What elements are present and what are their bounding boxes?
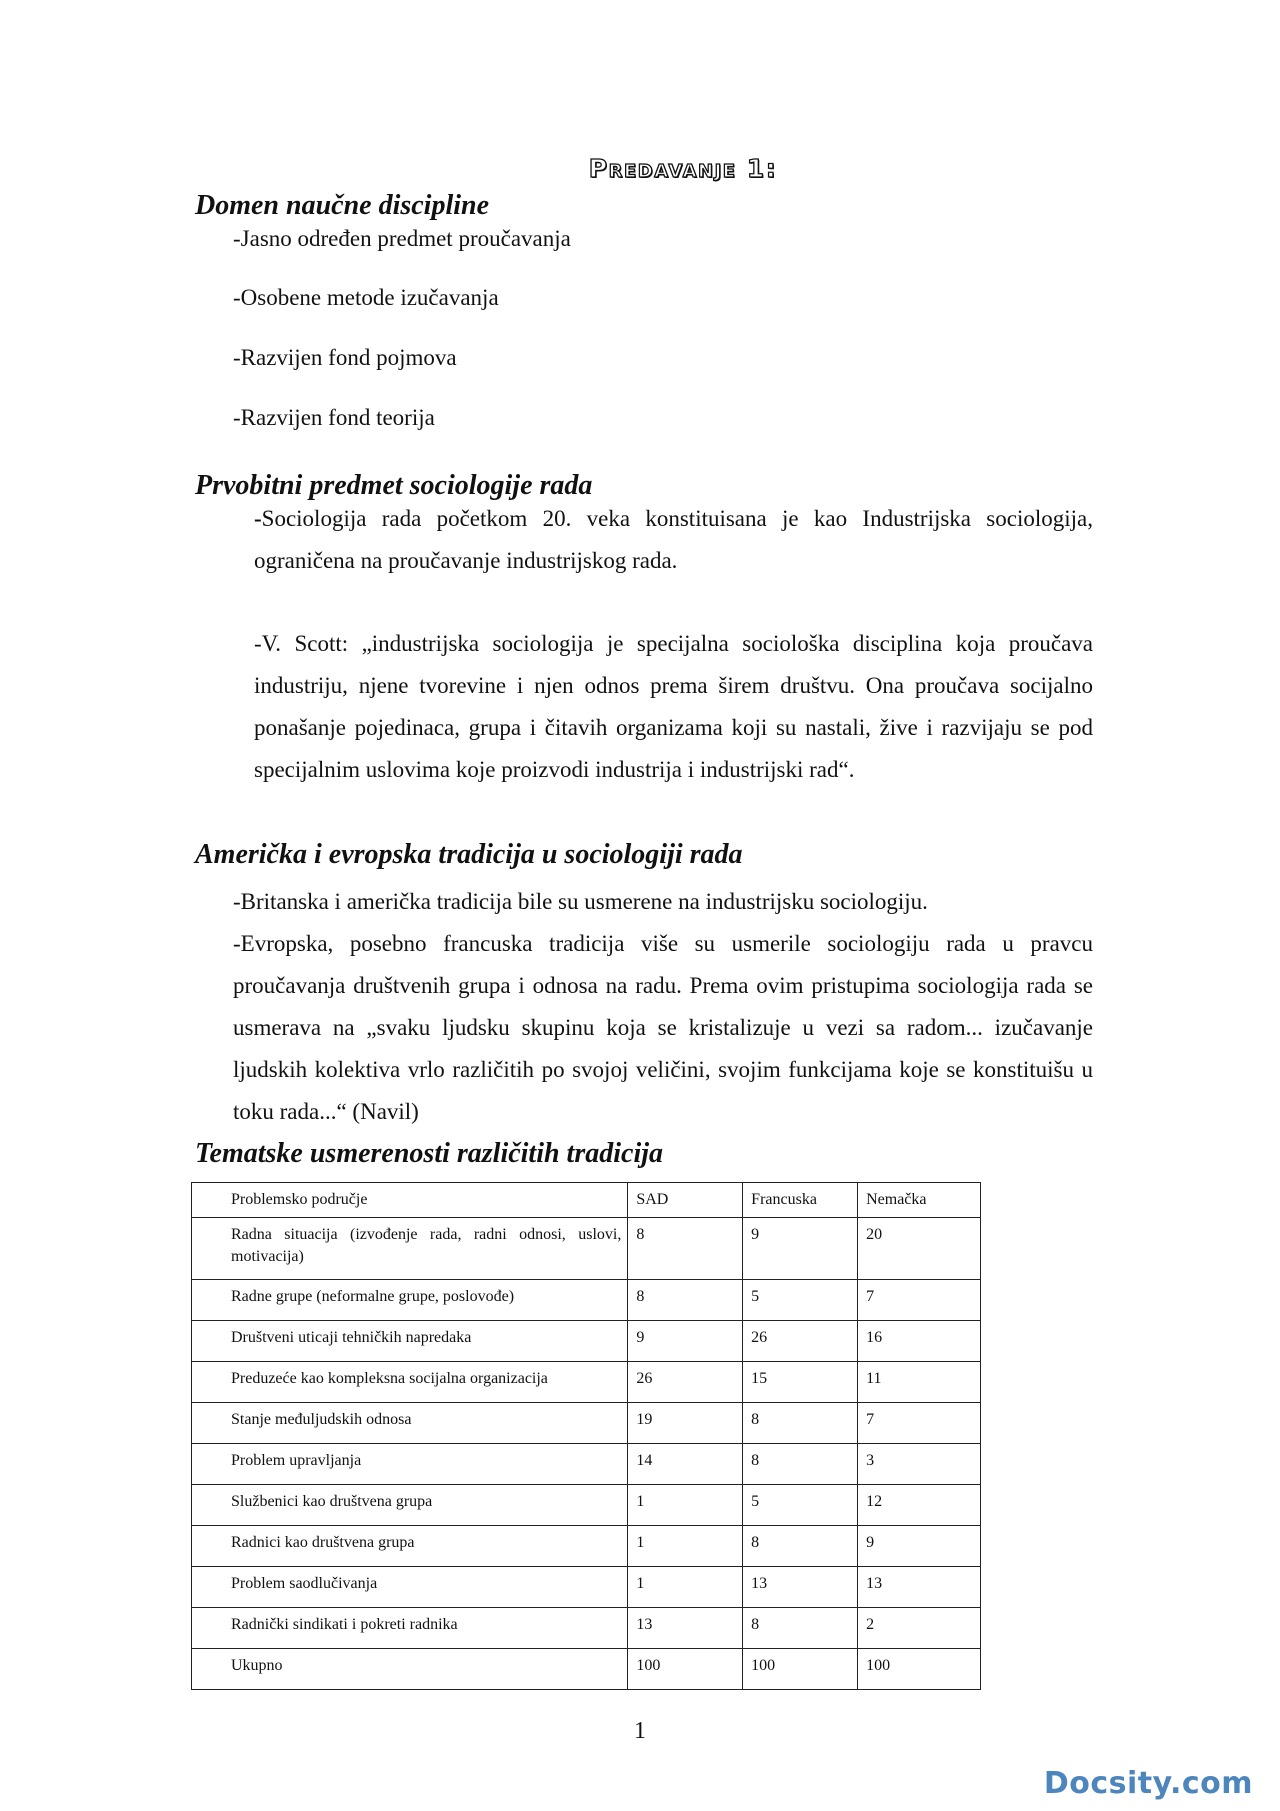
quote-paragraph: -V. Scott: „industrijska sociologija je specijalna sociološka disciplina koja proučava industriju, njene tvorevine i njen odnos prema širem društvu. Ona proučava socijalno ponašanje pojedinaca, grupa i čitavih organizama koji su nastali, žive i razvijaju se pod specijalnim uslovima koje proizvodi industrija i industrijski rad“. — [254, 631, 1093, 782]
table-row — [192, 1608, 981, 1649]
row-label-cell: Radne grupe (neformalne grupe, poslovođe) — [192, 1280, 628, 1321]
table-row — [192, 1280, 981, 1321]
section-heading-original-subject: Prvobitni predmet sociologije rada — [195, 470, 593, 501]
table-row — [192, 1444, 981, 1485]
value-cell: 13 — [628, 1608, 743, 1649]
table-row — [192, 1362, 981, 1403]
row-label-cell: Radnički sindikati i pokreti radnika — [192, 1608, 628, 1649]
row-label-cell: Problem upravljanja — [192, 1444, 628, 1485]
paragraph: -Evropska, posebno francuska tradicija više su usmerile sociologiju rada u pravcu proučavanja društvenih grupa i odnosa na radu. Prema ovim pristupima sociologija rada se usmerava na „svaku ljudsku skupinu koja se kristalizuje u vezi sa radom... izučavanje ljudskih kolektiva vrlo različitih po svojoj veličini, svojim funkcijama koje se konstituišu u toku rada...“ (Navil) — [233, 931, 1093, 1124]
table-row — [192, 1567, 981, 1608]
value-cell: 100 — [858, 1649, 981, 1690]
value-cell: 2 — [858, 1608, 981, 1649]
value-cell: 8 — [628, 1218, 743, 1280]
value-cell: 16 — [858, 1321, 981, 1362]
value-cell: 9 — [743, 1218, 858, 1280]
section-heading-traditions: Američka i evropska tradicija u sociologiji rada — [195, 839, 743, 870]
list-item: -Osobene metode izučavanja — [233, 285, 499, 310]
table-header-row — [192, 1183, 981, 1218]
list-item: -Jasno određen predmet proučavanja — [233, 226, 571, 251]
value-cell: 13 — [743, 1567, 858, 1608]
value-cell: 8 — [743, 1403, 858, 1444]
value-cell: 100 — [628, 1649, 743, 1690]
value-cell: 9 — [858, 1526, 981, 1567]
value-cell: 1 — [628, 1567, 743, 1608]
table-row — [192, 1321, 981, 1362]
table-row — [192, 1218, 981, 1280]
value-cell: 8 — [743, 1608, 858, 1649]
value-cell: 3 — [858, 1444, 981, 1485]
value-cell: 5 — [743, 1485, 858, 1526]
header-cell: Francuska — [743, 1183, 858, 1218]
table-row — [192, 1403, 981, 1444]
value-cell: 26 — [743, 1321, 858, 1362]
value-cell: 8 — [743, 1526, 858, 1567]
value-cell: 15 — [743, 1362, 858, 1403]
section-heading-domain: Domen naučne discipline — [195, 190, 490, 221]
paragraph-text: Sociologija rada početkom 20. veka konstituisana je kao Industrijska sociologija, ograničena na proučavanje industrijskog rada. — [254, 506, 1093, 573]
row-label-cell: Službenici kao društvena grupa — [192, 1485, 628, 1526]
header-cell: Nemačka — [858, 1183, 981, 1218]
value-cell: 12 — [858, 1485, 981, 1526]
value-cell: 8 — [628, 1280, 743, 1321]
value-cell: 8 — [743, 1444, 858, 1485]
value-cell: 1 — [628, 1485, 743, 1526]
row-label-cell: Radnici kao društvena grupa — [192, 1526, 628, 1567]
paragraph — [254, 498, 1093, 582]
value-cell: 1 — [628, 1526, 743, 1567]
list-item: -Razvijen fond teorija — [233, 405, 435, 430]
value-cell: 11 — [858, 1362, 981, 1403]
thematic-table — [191, 1182, 981, 1690]
row-label-cell: Problem saodlučivanja — [192, 1567, 628, 1608]
header-cell: Problemsko područje — [192, 1183, 628, 1218]
table-row — [192, 1485, 981, 1526]
value-cell: 19 — [628, 1403, 743, 1444]
value-cell: 7 — [858, 1280, 981, 1321]
value-cell: 7 — [858, 1403, 981, 1444]
value-cell: 20 — [858, 1218, 981, 1280]
header-cell: SAD — [628, 1183, 743, 1218]
page-title: Predavanje 1: — [588, 154, 778, 183]
table-row — [192, 1526, 981, 1567]
table-row — [192, 1649, 981, 1690]
list-item: -Razvijen fond pojmova — [233, 345, 457, 370]
value-cell: 14 — [628, 1444, 743, 1485]
row-label-cell: Ukupno — [192, 1649, 628, 1690]
docsity-watermark: Docsity.com — [1043, 1766, 1253, 1801]
paragraph: -Britanska i američka tradicija bile su usmerene na industrijsku sociologiju. — [233, 889, 928, 914]
value-cell: 26 — [628, 1362, 743, 1403]
row-label-cell: Radna situacija (izvođenje rada, radni odnosi, uslovi, motivacija) — [192, 1218, 628, 1280]
value-cell: 5 — [743, 1280, 858, 1321]
value-cell: 13 — [858, 1567, 981, 1608]
paragraph-prefix: - — [254, 506, 262, 531]
section-heading-thematic: Tematske usmerenosti različitih tradicija — [195, 1138, 664, 1169]
row-label-cell: Preduzeće kao kompleksna socijalna organizacija — [192, 1362, 628, 1403]
row-label-cell: Društveni uticaji tehničkih napredaka — [192, 1321, 628, 1362]
row-label-cell: Stanje međuljudskih odnosa — [192, 1403, 628, 1444]
page-number: 1 — [634, 1718, 646, 1744]
value-cell: 100 — [743, 1649, 858, 1690]
value-cell: 9 — [628, 1321, 743, 1362]
